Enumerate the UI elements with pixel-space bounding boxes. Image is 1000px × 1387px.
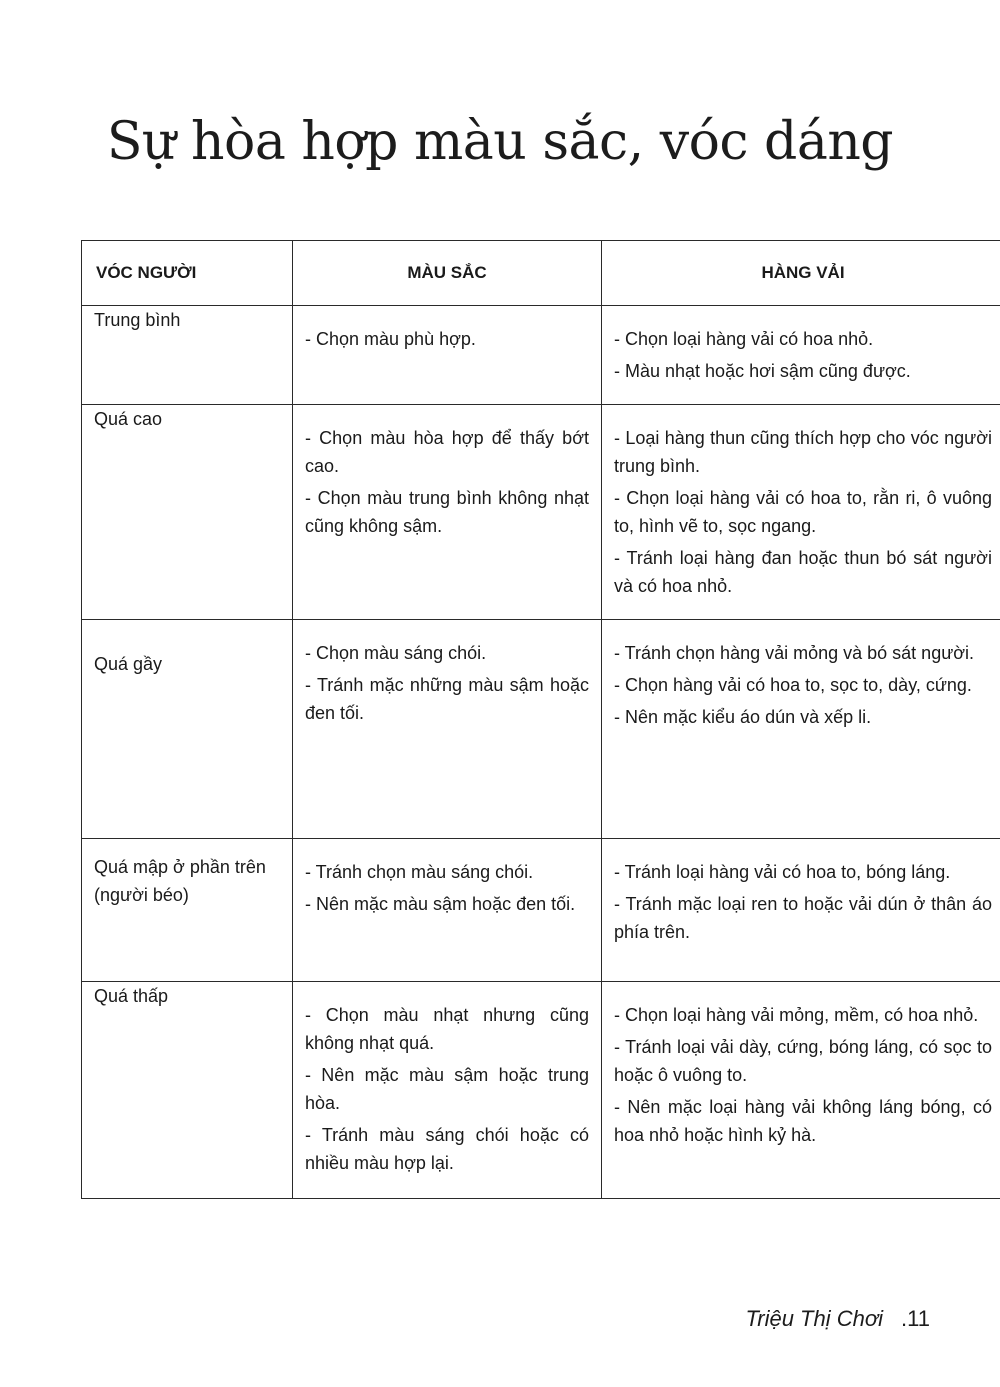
- table-row: [82, 839, 1000, 982]
- color-cell: [293, 405, 602, 620]
- color-cell: [293, 620, 602, 839]
- body-type-cell: Trung bình: [82, 306, 293, 405]
- harmony-table: [81, 240, 1000, 1199]
- color-advice: - Chọn màu phù hợp.: [305, 329, 476, 349]
- color-advice: - Chọn màu nhạt nhưng cũng không nhạt quá.: [305, 1005, 589, 1053]
- body-type-cell: Quá cao: [82, 405, 293, 620]
- fabric-advice: - Chọn loại hàng vải mỏng, mềm, có hoa nhỏ.: [614, 1005, 979, 1025]
- color-cell: [293, 839, 602, 982]
- fabric-advice: - Màu nhạt hoặc hơi sậm cũng được.: [614, 361, 911, 381]
- color-advice: - Chọn màu sáng chói.: [305, 643, 487, 663]
- body-type-cell: Quá mập ở phần trên (người béo): [82, 839, 293, 982]
- fabric-advice: - Chọn loại hàng vải có hoa to, rằn ri, ô vuông to, hình vẽ to, sọc ngang.: [614, 488, 992, 536]
- fabric-advice: - Nên mặc kiểu áo dún và xếp li.: [614, 707, 872, 727]
- fabric-advice: - Chọn hàng vải có hoa to, sọc to, dày, cứng.: [614, 675, 972, 695]
- color-advice: - Chọn màu trung bình không nhạt cũng không sậm.: [305, 488, 589, 536]
- color-advice: - Nên mặc màu sậm hoặc đen tối.: [305, 894, 576, 914]
- table-row: [82, 405, 1000, 620]
- fabric-cell: [602, 306, 1000, 405]
- fabric-cell: [602, 620, 1000, 839]
- table-row: [82, 306, 1000, 405]
- color-cell: [293, 306, 602, 405]
- table-row: [82, 982, 1000, 1199]
- page-title: Sự hòa hợp màu sắc, vóc dáng: [106, 112, 894, 172]
- table-header-row: [82, 241, 1000, 306]
- page-number: .11: [901, 1306, 930, 1331]
- fabric-cell: [602, 405, 1000, 620]
- color-advice: - Tránh mặc những màu sậm hoặc đen tối.: [305, 675, 589, 723]
- fabric-cell: [602, 982, 1000, 1199]
- header-fabric: HÀNG VẢI: [602, 241, 1000, 306]
- fabric-advice: - Chọn loại hàng vải có hoa nhỏ.: [614, 329, 874, 349]
- fabric-advice: - Tránh mặc loại ren to hoặc vải dún ở thân áo phía trên.: [614, 894, 992, 942]
- color-advice: - Tránh chọn màu sáng chói.: [305, 862, 534, 882]
- fabric-advice: - Loại hàng thun cũng thích hợp cho vóc người trung bình.: [614, 428, 992, 476]
- header-color: MÀU SẮC: [293, 241, 602, 306]
- color-advice: - Chọn màu hòa hợp để thấy bớt cao.: [305, 428, 589, 476]
- page-footer: [745, 1306, 930, 1332]
- table-row: [82, 620, 1000, 839]
- color-advice: - Tránh màu sáng chói hoặc có nhiều màu hợp lại.: [305, 1125, 589, 1173]
- header-body-type: VÓC NGƯỜI: [82, 241, 293, 306]
- body-type-cell: Quá thấp: [82, 982, 293, 1199]
- fabric-advice: - Tránh loại vải dày, cứng, bóng láng, có sọc to hoặc ô vuông to.: [614, 1037, 992, 1085]
- fabric-advice: - Tránh chọn hàng vải mỏng và bó sát người.: [614, 643, 975, 663]
- fabric-advice: - Tránh loại hàng vải có hoa to, bóng láng.: [614, 862, 951, 882]
- fabric-advice: - Tránh loại hàng đan hoặc thun bó sát người và có hoa nhỏ.: [614, 548, 992, 596]
- author-name: Triệu Thị Chơi: [745, 1306, 884, 1331]
- color-advice: - Nên mặc màu sậm hoặc trung hòa.: [305, 1065, 589, 1113]
- fabric-advice: - Nên mặc loại hàng vải không láng bóng, có hoa nhỏ hoặc hình kỷ hà.: [614, 1097, 992, 1145]
- body-type-cell: Quá gầy: [82, 620, 293, 839]
- color-cell: [293, 982, 602, 1199]
- fabric-cell: [602, 839, 1000, 982]
